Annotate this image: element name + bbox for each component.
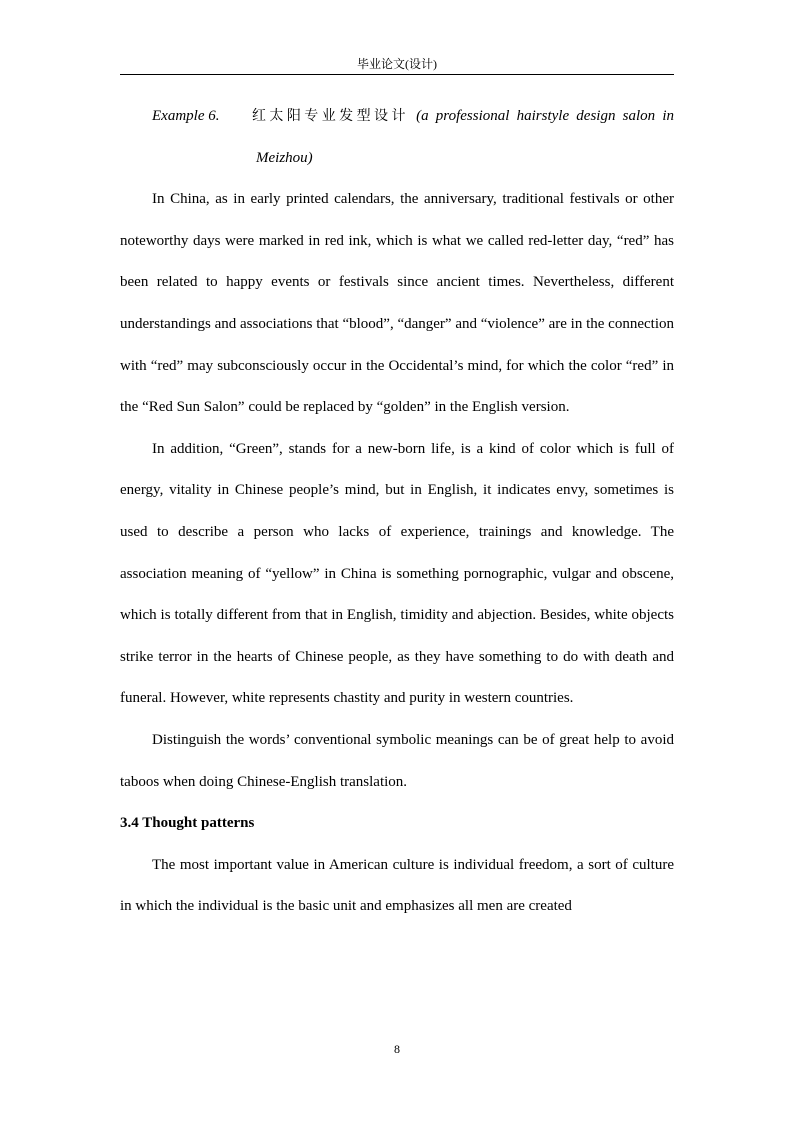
example-block xyxy=(120,96,674,179)
running-header xyxy=(120,56,674,72)
paragraph-taboo-advice: Distinguish the words’ conventional symbolic meanings can be of great help to avoid taboos when doing Chinese-English translation. xyxy=(120,731,674,790)
paragraph-red-meaning: In China, as in early printed calendars, the anniversary, traditional festivals or other noteworthy days were marked in red ink, which is what we called red-letter day, “red” has been related to happy events or festivals since ancient times. Nevertheless, different understandings and associations that “blood”, “danger” and “violence” are in the connection with “red” may subconsciously occur in the Occidental’s mind, for which the color “red” in the “Red Sun Salon” could be replaced by “golden” in the English version. xyxy=(120,191,674,416)
example-description-line2: Meizhou) xyxy=(256,149,313,166)
page-body xyxy=(120,96,674,928)
example-text xyxy=(252,96,674,138)
page-number: 8 xyxy=(394,1042,400,1056)
paragraph-individual-freedom: The most important value in American culture is individual freedom, a sort of culture in which the individual is the basic unit and emphasizes all men are created xyxy=(120,856,674,915)
header-divider xyxy=(120,74,674,75)
example-chinese-name: 红太阳专业发型设计 xyxy=(252,108,409,124)
header-title: 毕业论文(设计) xyxy=(357,57,437,71)
example-first-line xyxy=(120,96,674,138)
section-heading: 3.4 Thought patterns xyxy=(120,815,255,832)
paragraph-color-associations: In addition, “Green”, stands for a new-born life, is a kind of color which is full of energy, vitality in Chinese people’s mind, but in English, it indicates envy, sometimes is used to describe a person who lacks of experience, trainings and knowledge. The association meaning of “yellow” in China is something pornographic, vulgar and obscene, which is totally different from that in English, timidity and abjection. Besides, white objects strike terror in the hearts of Chinese people, as they have something to do with death and funeral. However, white represents chastity and purity in western countries. xyxy=(120,440,674,707)
example-label: Example 6. xyxy=(152,108,220,124)
example-description-line1: (a professional hairstyle design salon in xyxy=(416,108,674,124)
